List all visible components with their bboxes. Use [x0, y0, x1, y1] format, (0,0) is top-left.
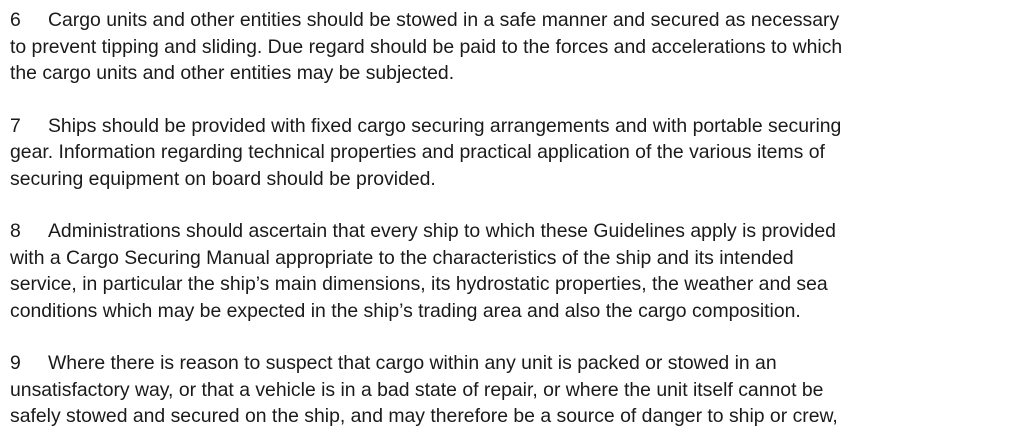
paragraph-number: 6 — [10, 9, 21, 31]
paragraph-line: safely stowed and secured on the ship, and may therefore be a source of danger to ship or crew, — [10, 405, 838, 427]
paragraph-text: Where there is reason to suspect that cargo within any unit is packed or stowed in an — [48, 352, 777, 374]
paragraph-line: unsatisfactory way, or that a vehicle is in a bad state of repair, or where the unit itself cannot be — [10, 378, 824, 401]
paragraph-8 — [10, 218, 1014, 324]
paragraph-number: 7 — [10, 114, 21, 137]
paragraph-line: gear. Information regarding technical properties and practical application of the various items of — [10, 141, 825, 163]
paragraph-line: service, in particular the ship’s main dimensions, its hydrostatic properties, the weather and sea — [10, 273, 828, 295]
paragraph-6 — [10, 7, 1014, 87]
paragraph-line — [10, 7, 1014, 34]
paragraph-number: 9 — [10, 352, 21, 374]
paragraph-text: Cargo units and other entities should be stowed in a safe manner and secured as necessary — [48, 9, 840, 31]
paragraph-line: to prevent tipping and sliding. Due regard should be paid to the forces and accelerations to which — [10, 35, 843, 58]
paragraph-line — [10, 350, 1014, 377]
paragraph-text: Administrations should ascertain that every ship to which these Guidelines apply is provided — [48, 220, 836, 242]
paragraph-line: the cargo units and other entities may be subjected. — [10, 62, 455, 84]
paragraph-line: with a Cargo Securing Manual appropriate to the characteristics of the ship and its intended — [10, 246, 794, 269]
paragraph-9 — [10, 350, 1014, 430]
paragraph-7 — [10, 113, 1014, 193]
paragraph-number: 8 — [10, 220, 21, 242]
paragraph-line: conditions which may be expected in the ship’s trading area and also the cargo composition. — [10, 299, 801, 322]
paragraph-text: Ships should be provided with fixed cargo securing arrangements and with portable securing — [48, 114, 842, 137]
paragraph-line — [10, 218, 1014, 245]
paragraph-line — [10, 113, 1014, 140]
paragraph-line: securing equipment on board should be provided. — [10, 167, 436, 190]
document-page — [10, 7, 1014, 430]
